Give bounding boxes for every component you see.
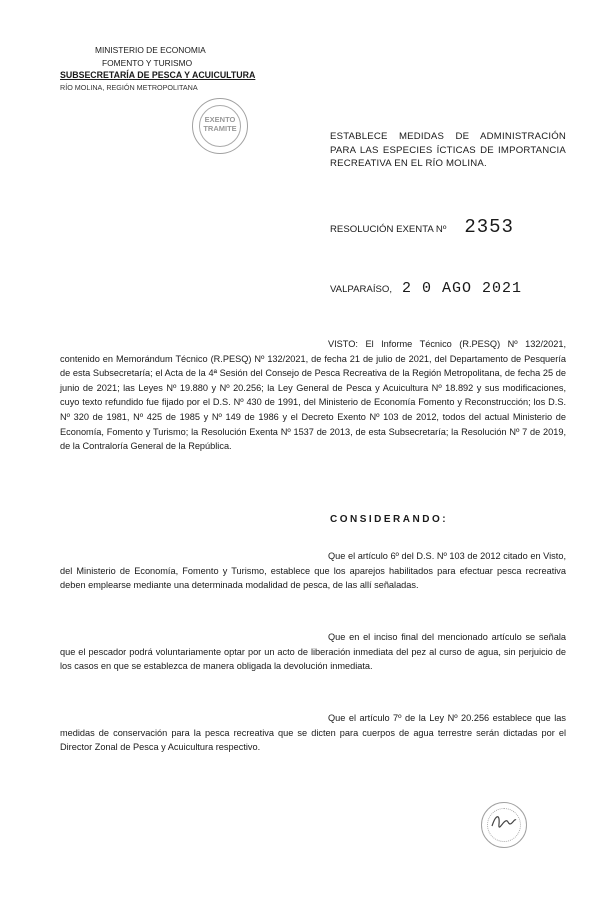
considerando-item-3 bbox=[60, 711, 566, 755]
resolution-label: RESOLUCIÓN EXENTA Nº bbox=[330, 224, 447, 235]
considerando-item-2-lead: Que en el inciso final del mencionado artículo se bbox=[328, 632, 536, 642]
ministry-line-2: FOMENTO Y TURISMO bbox=[102, 57, 193, 68]
considerando-item-1 bbox=[60, 549, 566, 593]
visto-lead: VISTO: El Informe Técnico (R.PESQ) Nº 132/2021, bbox=[328, 339, 566, 349]
considerando-item-1-body: en Visto, del Ministerio de Economía, Fomento y Turismo, establece que los aparejos habilitados para efectuar pesca recreativa deben emplearse mediante una determinada modalidad de pesca, de las allí señaladas. bbox=[60, 551, 566, 591]
location-line: RÍO MOLINA, REGIÓN METROPOLITANA bbox=[60, 82, 198, 92]
resolution-number-line bbox=[330, 216, 514, 238]
considerando-item-3-body: que las medidas de conservación para la pesca recreativa que se dicten para cuerpos de agua terrestre serán dictadas por el Director Zonal de Pesca y Acuicultura respectivo. bbox=[60, 713, 566, 753]
considerando-item-2 bbox=[60, 630, 566, 674]
visto-body: contenido en Memorándum Técnico (R.PESQ) Nº 132/2021, de fecha 21 de julio de 2021, del Departamento de Pesquería de esta Subsecretaría; el Acta de la 4ª Sesión del Consejo de Pesca Recreativa de la Región Metropolitana, de fecha 25 de junio de 2021; las Leyes Nº 19.880 y Nº 20.256; la Ley General de Pesca y Acuicultura Nº 18.892 y sus modificaciones, cuyo texto refundido fue fijado por el D.S. Nº 430 de 1991, del Ministerio de Economía Fomento y Reconstrucción; los D.S. Nº 320 de 1981, Nº 425 de 1985 y Nº 149 de 1986 y el Decreto Exento Nº 103 de 2012, todos del actual Ministerio de Economía, Fomento y Turismo; la Resolución Exenta Nº 1537 de 2013, de esta Subsecretaría; la Resolución Nº 7 de 2019, de la Contraloría General de la República. bbox=[60, 353, 566, 452]
stamp-line-1: EXENTO bbox=[204, 115, 236, 124]
date-stamp: 2 0 AGO 2021 bbox=[402, 280, 523, 297]
considerando-item-1-lead: Que el artículo 6º del D.S. Nº 103 de 2012 citado bbox=[328, 551, 528, 561]
ministry-line-1: MINISTERIO DE ECONOMIA bbox=[95, 45, 206, 55]
document-subject: ESTABLECE MEDIDAS DE ADMINISTRACIÓN PARA LAS ESPECIES ÍCTICAS DE IMPORTANCIA RECREATIVA EN EL RÍO MOLINA. bbox=[330, 131, 566, 169]
visto-paragraph bbox=[60, 337, 566, 454]
considerando-item-3-lead: Que el artículo 7º de la Ley Nº 20.256 establece bbox=[328, 713, 532, 723]
resolution-number: 2353 bbox=[464, 216, 514, 238]
subsecretaria-name: SUBSECRETARÍA DE PESCA Y ACUICULTURA bbox=[60, 70, 256, 80]
city: VALPARAÍSO, bbox=[330, 284, 393, 295]
letterhead bbox=[60, 44, 260, 94]
considerando-heading: CONSIDERANDO: bbox=[330, 514, 449, 525]
stamp-line-2: TRAMITE bbox=[203, 124, 237, 133]
exento-stamp-icon bbox=[192, 98, 248, 154]
signature-initials-icon bbox=[490, 810, 518, 832]
place-date-line bbox=[330, 280, 522, 297]
considerando-item-2-body: señala que el pescador podrá voluntariamente optar por un acto de liberación inmediata del pez al curso de agua, sin perjuicio de los casos en que se establezca de manera obligada la devolución inmediata. bbox=[60, 632, 566, 672]
